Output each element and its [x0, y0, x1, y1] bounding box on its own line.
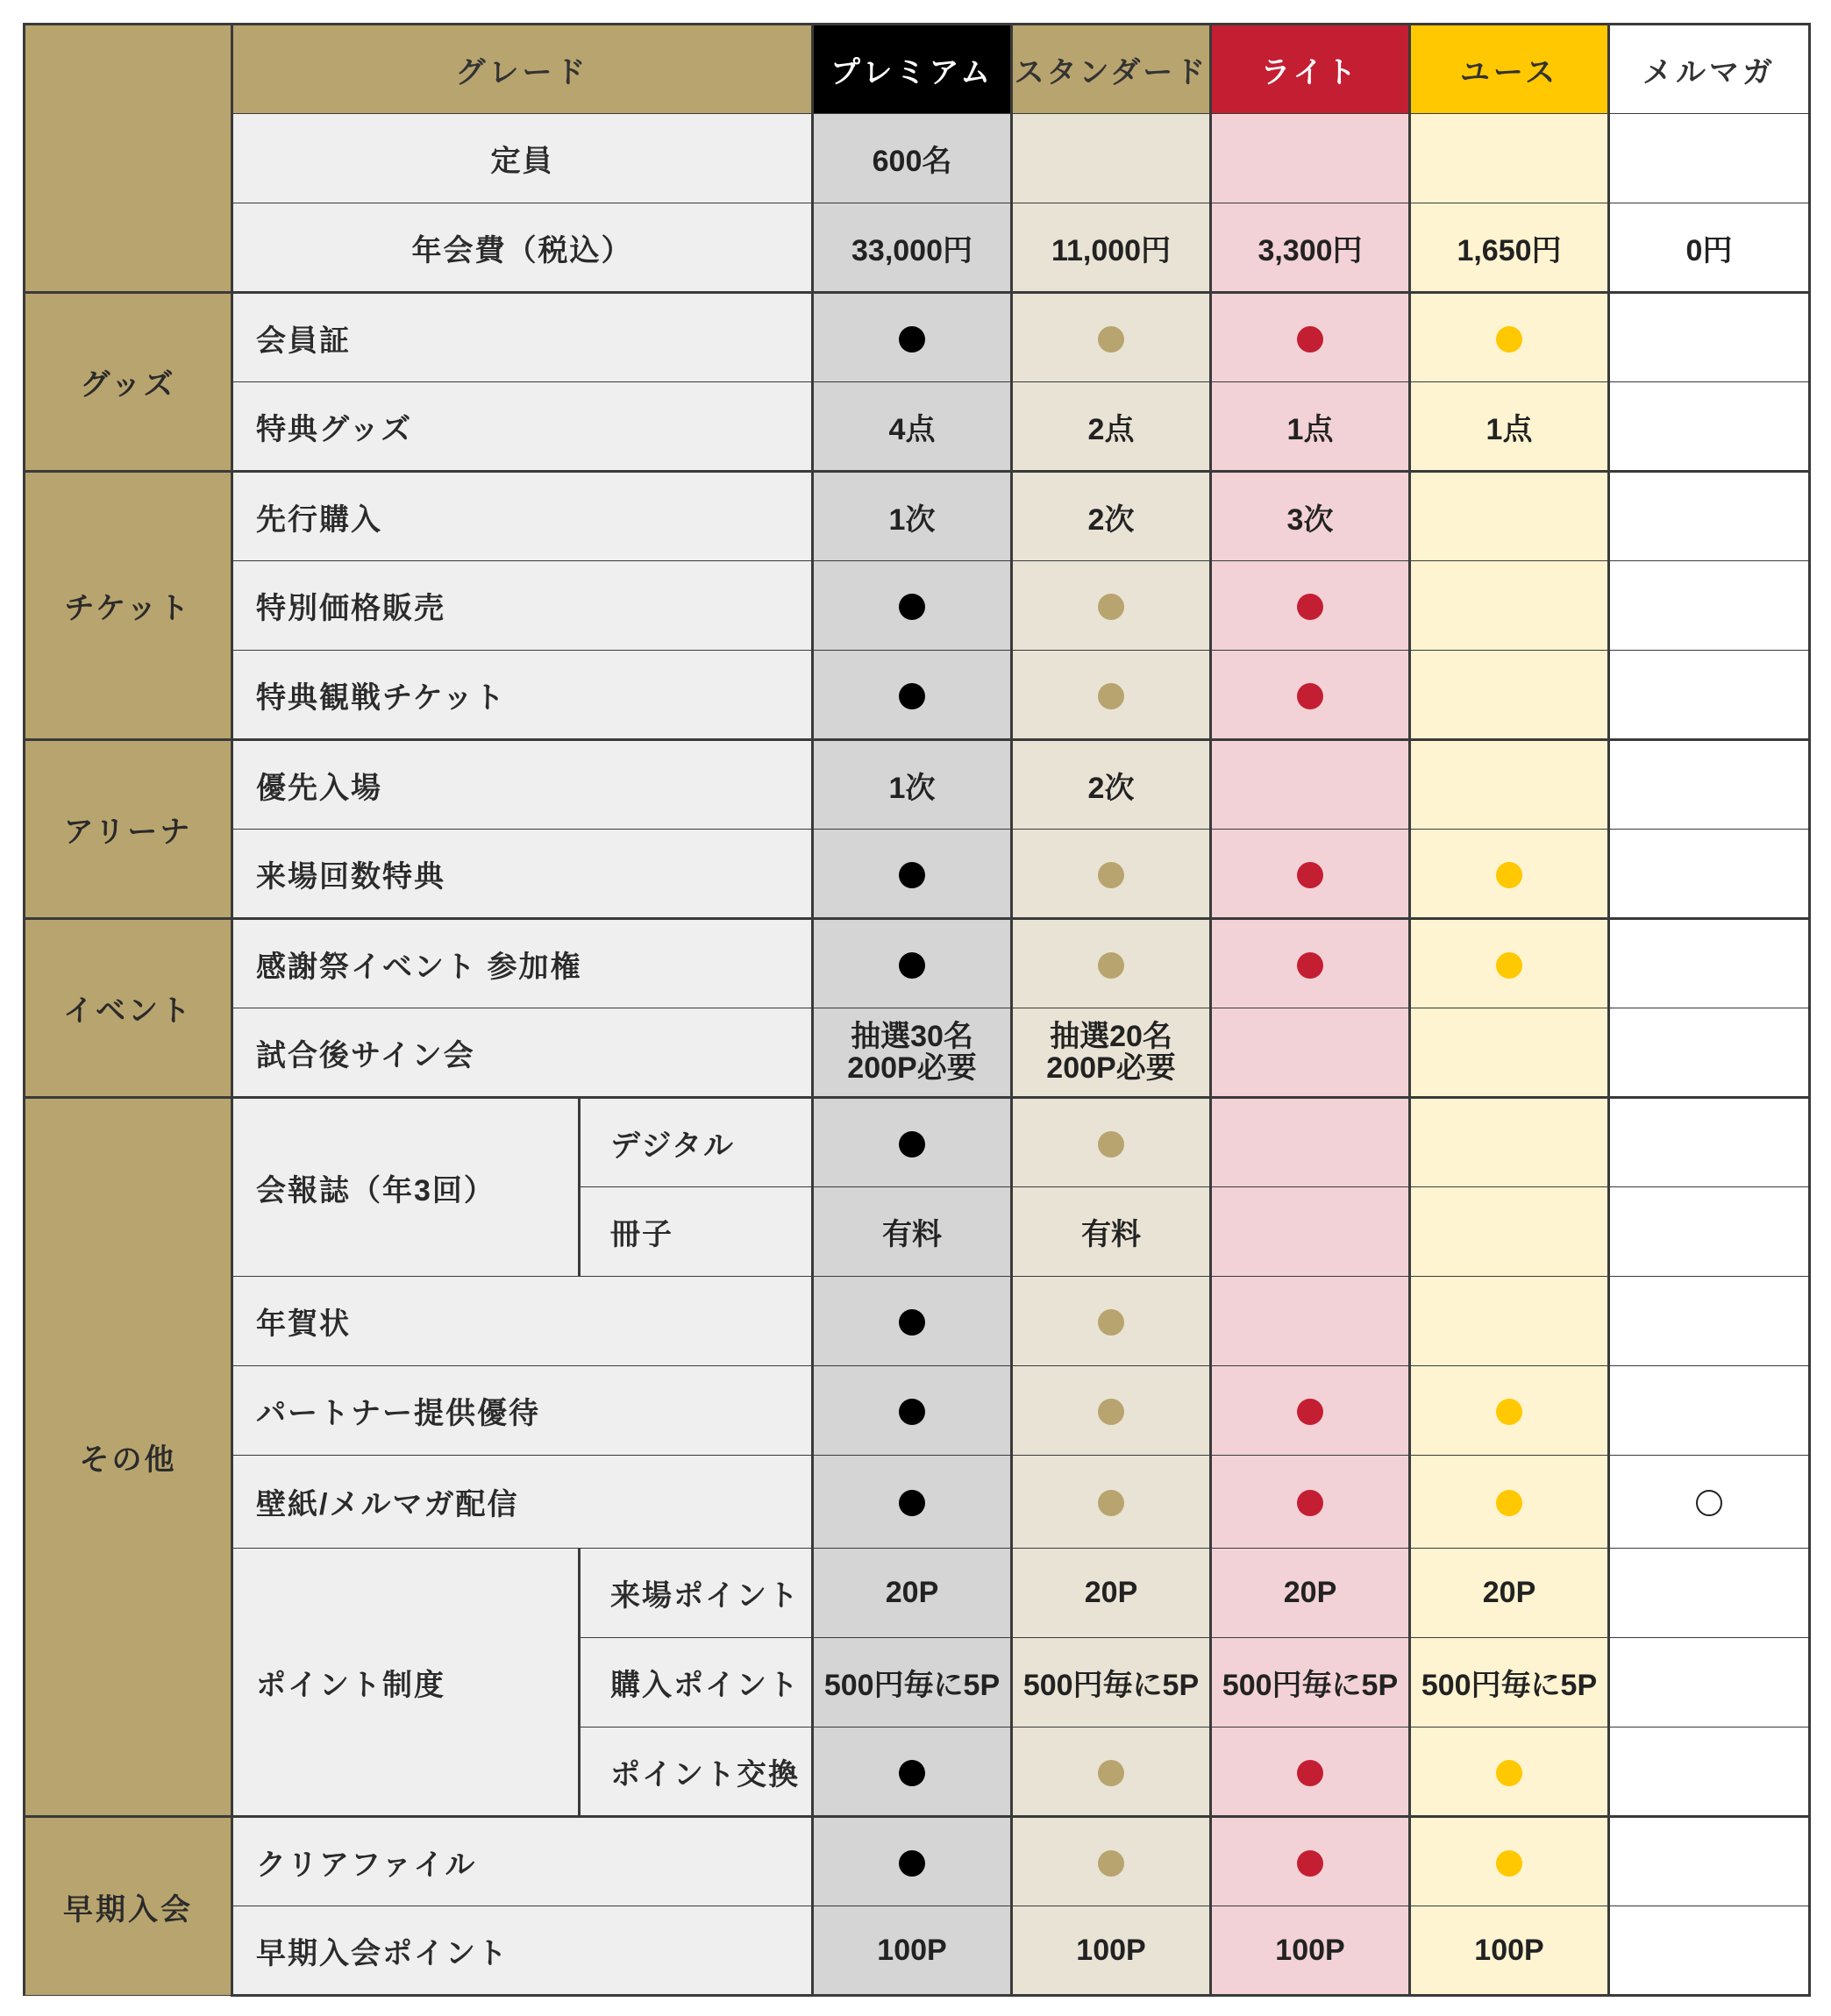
filled-circle-icon — [1297, 952, 1323, 979]
category-goods: グッズ — [25, 293, 232, 472]
visit-points-mailmag — [1609, 1549, 1810, 1638]
presale-standard: 2次 — [1012, 472, 1211, 561]
filled-circle-icon — [1496, 1760, 1522, 1786]
newsletter-label: 会報誌（年3回） — [232, 1098, 580, 1277]
early-points-mailmag — [1609, 1906, 1810, 1996]
early-points-standard: 100P — [1012, 1906, 1211, 1996]
thanks-event-label: 感謝祭イベント 参加権 — [232, 919, 813, 1008]
special-price-youth — [1410, 561, 1609, 651]
visit-points-premium: 20P — [813, 1549, 1012, 1638]
grade-header-row — [25, 25, 1810, 114]
newsletter-booklet-label: 冊子 — [580, 1187, 813, 1277]
filled-circle-icon — [1098, 1490, 1124, 1516]
grade-youth-header: ユース — [1410, 25, 1609, 114]
category-early: 早期入会 — [25, 1817, 232, 1996]
wallpaper-youth — [1410, 1456, 1609, 1549]
filled-circle-icon — [1098, 1399, 1124, 1425]
point-exchange-standard — [1012, 1727, 1211, 1817]
filled-circle-icon — [1297, 594, 1323, 620]
newsletter-booklet-youth — [1410, 1187, 1609, 1277]
purchase-points-standard: 500円毎に5P — [1012, 1638, 1211, 1727]
visit-points-label: 来場ポイント — [580, 1549, 813, 1638]
visit-points-standard: 20P — [1012, 1549, 1211, 1638]
signing-standard-line1: 抽選20名 — [1050, 1020, 1172, 1053]
early-points-label: 早期入会ポイント — [232, 1906, 813, 1996]
special-price-light — [1211, 561, 1410, 651]
filled-circle-icon — [899, 952, 925, 979]
purchase-points-light: 500円毎に5P — [1211, 1638, 1410, 1727]
new-year-card-premium — [813, 1277, 1012, 1366]
thanks-event-mailmag — [1609, 919, 1810, 1008]
newsletter-booklet-light — [1211, 1187, 1410, 1277]
thanks-event-row — [25, 919, 1810, 1008]
filled-circle-icon — [1297, 1399, 1323, 1425]
filled-circle-icon — [1098, 1760, 1124, 1786]
visit-points-youth: 20P — [1410, 1549, 1609, 1638]
category-arena: アリーナ — [25, 740, 232, 919]
partner-perks-light — [1211, 1366, 1410, 1456]
visit-bonus-mailmag — [1609, 830, 1810, 919]
grade-premium-header: プレミアム — [813, 25, 1012, 114]
clear-file-label: クリアファイル — [232, 1817, 813, 1906]
fee-standard: 11,000円 — [1012, 203, 1211, 293]
open-circle-icon — [1696, 1490, 1722, 1516]
priority-entry-row — [25, 740, 1810, 830]
thanks-event-youth — [1410, 919, 1609, 1008]
special-price-standard — [1012, 561, 1211, 651]
bonus-ticket-light — [1211, 651, 1410, 740]
filled-circle-icon — [899, 1850, 925, 1877]
filled-circle-icon — [1496, 1490, 1522, 1516]
signing-standard — [1012, 1008, 1211, 1098]
wallpaper-mailmag — [1609, 1456, 1810, 1549]
visit-bonus-premium — [813, 830, 1012, 919]
filled-circle-icon — [899, 1131, 925, 1158]
bonus-ticket-row — [25, 651, 1810, 740]
purchase-points-premium: 500円毎に5P — [813, 1638, 1012, 1727]
bonus-goods-light: 1点 — [1211, 382, 1410, 472]
filled-circle-icon — [899, 1309, 925, 1336]
special-price-premium — [813, 561, 1012, 651]
priority-entry-youth — [1410, 740, 1609, 830]
filled-circle-icon — [1496, 326, 1522, 353]
partner-perks-mailmag — [1609, 1366, 1810, 1456]
filled-circle-icon — [1496, 1399, 1522, 1425]
bonus-goods-label: 特典グッズ — [232, 382, 813, 472]
fee-label: 年会費（税込） — [232, 203, 813, 293]
filled-circle-icon — [1297, 683, 1323, 709]
presale-premium: 1次 — [813, 472, 1012, 561]
visit-bonus-standard — [1012, 830, 1211, 919]
filled-circle-icon — [1098, 1309, 1124, 1336]
filled-circle-icon — [1098, 1131, 1124, 1158]
bonus-ticket-standard — [1012, 651, 1211, 740]
points-label: ポイント制度 — [232, 1549, 580, 1817]
filled-circle-icon — [1297, 1490, 1323, 1516]
grade-standard-header: スタンダード — [1012, 25, 1211, 114]
bonus-goods-mailmag — [1609, 382, 1810, 472]
filled-circle-icon — [1098, 594, 1124, 620]
new-year-card-mailmag — [1609, 1277, 1810, 1366]
presale-light: 3次 — [1211, 472, 1410, 561]
bonus-goods-youth: 1点 — [1410, 382, 1609, 472]
clear-file-youth — [1410, 1817, 1609, 1906]
wallpaper-standard — [1012, 1456, 1211, 1549]
bonus-goods-standard: 2点 — [1012, 382, 1211, 472]
partner-perks-standard — [1012, 1366, 1211, 1456]
wallpaper-label: 壁紙/メルマガ配信 — [232, 1456, 813, 1549]
signing-youth — [1410, 1008, 1609, 1098]
member-card-label: 会員証 — [232, 293, 813, 382]
point-exchange-youth — [1410, 1727, 1609, 1817]
bonus-ticket-label: 特典観戦チケット — [232, 651, 813, 740]
filled-circle-icon — [1297, 1850, 1323, 1877]
header-corner-cell — [25, 25, 232, 293]
new-year-card-label: 年賀状 — [232, 1277, 813, 1366]
capacity-mailmag — [1609, 114, 1810, 203]
filled-circle-icon — [1098, 1850, 1124, 1877]
purchase-points-mailmag — [1609, 1638, 1810, 1727]
member-card-light — [1211, 293, 1410, 382]
filled-circle-icon — [899, 594, 925, 620]
visit-points-light: 20P — [1211, 1549, 1410, 1638]
priority-entry-standard: 2次 — [1012, 740, 1211, 830]
new-year-card-row — [25, 1277, 1810, 1366]
visit-bonus-youth — [1410, 830, 1609, 919]
presale-mailmag — [1609, 472, 1810, 561]
priority-entry-mailmag — [1609, 740, 1810, 830]
point-exchange-premium — [813, 1727, 1012, 1817]
signing-row — [25, 1008, 1810, 1098]
wallpaper-premium — [813, 1456, 1012, 1549]
bonus-ticket-mailmag — [1609, 651, 1810, 740]
clear-file-row — [25, 1817, 1810, 1906]
priority-entry-light — [1211, 740, 1410, 830]
wallpaper-light — [1211, 1456, 1410, 1549]
visit-bonus-light — [1211, 830, 1410, 919]
grade-light-header: ライト — [1211, 25, 1410, 114]
filled-circle-icon — [1496, 952, 1522, 979]
new-year-card-standard — [1012, 1277, 1211, 1366]
clear-file-mailmag — [1609, 1817, 1810, 1906]
filled-circle-icon — [899, 683, 925, 709]
signing-premium-line2: 200P必要 — [847, 1051, 977, 1085]
early-points-premium: 100P — [813, 1906, 1012, 1996]
clear-file-standard — [1012, 1817, 1211, 1906]
presale-label: 先行購入 — [232, 472, 813, 561]
capacity-premium: 600名 — [813, 114, 1012, 203]
newsletter-digital-label: デジタル — [580, 1098, 813, 1187]
visit-bonus-label: 来場回数特典 — [232, 830, 813, 919]
capacity-light — [1211, 114, 1410, 203]
filled-circle-icon — [899, 326, 925, 353]
special-price-mailmag — [1609, 561, 1810, 651]
priority-entry-label: 優先入場 — [232, 740, 813, 830]
early-points-youth: 100P — [1410, 1906, 1609, 1996]
partner-perks-label: パートナー提供優待 — [232, 1366, 813, 1456]
category-event: イベント — [25, 919, 232, 1098]
newsletter-digital-standard — [1012, 1098, 1211, 1187]
bonus-ticket-youth — [1410, 651, 1609, 740]
thanks-event-standard — [1012, 919, 1211, 1008]
membership-comparison-table — [23, 23, 1811, 1997]
filled-circle-icon — [1297, 326, 1323, 353]
newsletter-booklet-premium: 有料 — [813, 1187, 1012, 1277]
newsletter-digital-light — [1211, 1098, 1410, 1187]
capacity-youth — [1410, 114, 1609, 203]
member-card-row — [25, 293, 1810, 382]
signing-light — [1211, 1008, 1410, 1098]
filled-circle-icon — [899, 1399, 925, 1425]
filled-circle-icon — [1297, 862, 1323, 888]
bonus-goods-row — [25, 382, 1810, 472]
partner-perks-row — [25, 1366, 1810, 1456]
filled-circle-icon — [1297, 1760, 1323, 1786]
partner-perks-premium — [813, 1366, 1012, 1456]
newsletter-digital-row — [25, 1098, 1810, 1187]
new-year-card-light — [1211, 1277, 1410, 1366]
category-other: その他 — [25, 1098, 232, 1817]
clear-file-premium — [813, 1817, 1012, 1906]
early-points-row — [25, 1906, 1810, 1996]
member-card-premium — [813, 293, 1012, 382]
grade-header-label: グレード — [232, 25, 813, 114]
filled-circle-icon — [899, 1760, 925, 1786]
filled-circle-icon — [1496, 862, 1522, 888]
member-card-youth — [1410, 293, 1609, 382]
thanks-event-light — [1211, 919, 1410, 1008]
fee-youth: 1,650円 — [1410, 203, 1609, 293]
newsletter-booklet-mailmag — [1609, 1187, 1810, 1277]
early-points-light: 100P — [1211, 1906, 1410, 1996]
signing-mailmag — [1609, 1008, 1810, 1098]
thanks-event-premium — [813, 919, 1012, 1008]
filled-circle-icon — [899, 1490, 925, 1516]
fee-premium: 33,000円 — [813, 203, 1012, 293]
purchase-points-label: 購入ポイント — [580, 1638, 813, 1727]
filled-circle-icon — [1496, 1850, 1522, 1877]
newsletter-digital-mailmag — [1609, 1098, 1810, 1187]
purchase-points-youth: 500円毎に5P — [1410, 1638, 1609, 1727]
capacity-standard — [1012, 114, 1211, 203]
member-card-standard — [1012, 293, 1211, 382]
point-exchange-mailmag — [1609, 1727, 1810, 1817]
signing-premium-line1: 抽選30名 — [851, 1020, 973, 1053]
special-price-label: 特別価格販売 — [232, 561, 813, 651]
visit-bonus-row — [25, 830, 1810, 919]
fee-row — [25, 203, 1810, 293]
bonus-goods-premium: 4点 — [813, 382, 1012, 472]
filled-circle-icon — [1098, 683, 1124, 709]
newsletter-digital-premium — [813, 1098, 1012, 1187]
fee-light: 3,300円 — [1211, 203, 1410, 293]
newsletter-booklet-standard: 有料 — [1012, 1187, 1211, 1277]
filled-circle-icon — [1098, 326, 1124, 353]
fee-mailmag: 0円 — [1609, 203, 1810, 293]
point-exchange-label: ポイント交換 — [580, 1727, 813, 1817]
special-price-row — [25, 561, 1810, 651]
signing-label: 試合後サイン会 — [232, 1008, 813, 1098]
signing-premium — [813, 1008, 1012, 1098]
clear-file-light — [1211, 1817, 1410, 1906]
partner-perks-youth — [1410, 1366, 1609, 1456]
priority-entry-premium: 1次 — [813, 740, 1012, 830]
member-card-mailmag — [1609, 293, 1810, 382]
grade-mailmag-header: メルマガ — [1609, 25, 1810, 114]
capacity-row — [25, 114, 1810, 203]
wallpaper-row — [25, 1456, 1810, 1549]
presale-youth — [1410, 472, 1609, 561]
category-ticket: チケット — [25, 472, 232, 740]
point-exchange-light — [1211, 1727, 1410, 1817]
filled-circle-icon — [1098, 862, 1124, 888]
visit-points-row — [25, 1549, 1810, 1638]
newsletter-digital-youth — [1410, 1098, 1609, 1187]
new-year-card-youth — [1410, 1277, 1609, 1366]
bonus-ticket-premium — [813, 651, 1012, 740]
capacity-label: 定員 — [232, 114, 813, 203]
presale-row — [25, 472, 1810, 561]
filled-circle-icon — [1098, 952, 1124, 979]
filled-circle-icon — [899, 862, 925, 888]
signing-standard-line2: 200P必要 — [1046, 1051, 1176, 1085]
